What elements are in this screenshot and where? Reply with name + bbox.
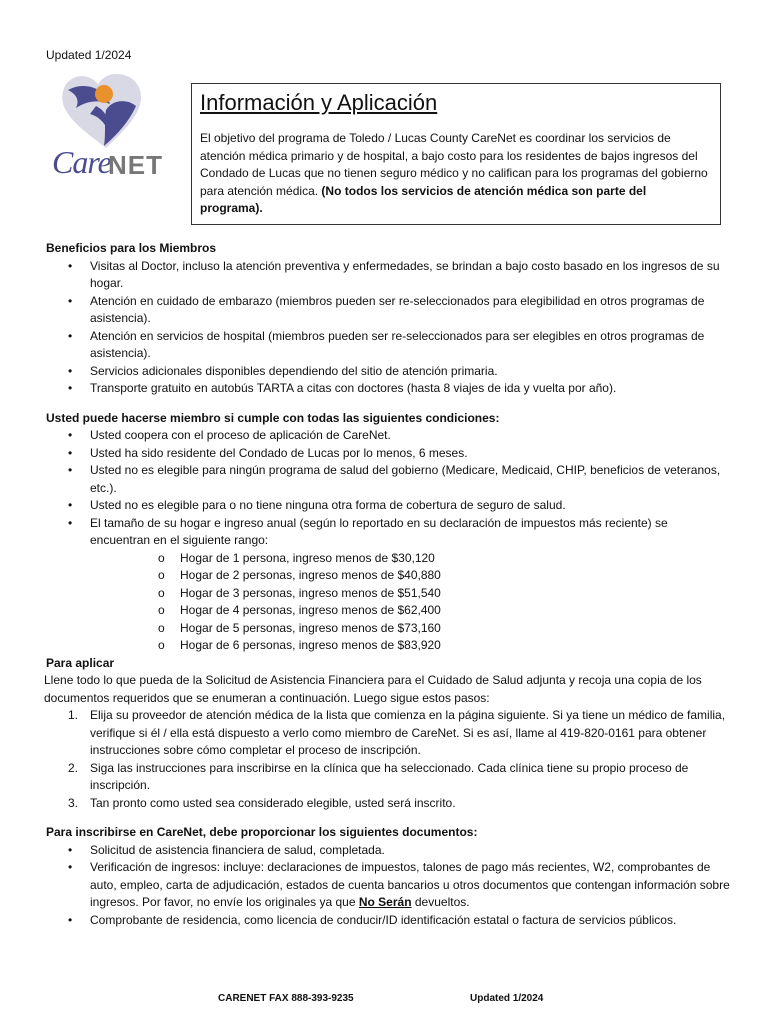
step-item <box>46 707 731 760</box>
benefits-heading: Beneficios para los Miembros <box>46 241 217 255</box>
footer-fax: CARENET FAX 888-393-9235 <box>218 993 354 1004</box>
list-item: • Atención en servicios de hospital (miembros pueden ser re-seleccionados para ser elegibles en otros programas de asistencia). <box>46 328 731 363</box>
apply-heading: Para aplicar <box>46 655 115 670</box>
step-text: Siga las instrucciones para inscribirse en la clínica que ha seleccionado. Cada clínica tiene su propio proceso de inscripción. <box>90 760 689 792</box>
list-item: • Comprobante de residencia, como licencia de conducir/ID identificación estatal o factura de servicios públicos. <box>46 912 731 930</box>
list-item: • Usted no es elegible para o no tiene ninguna otra forma de cobertura de seguro de salud. <box>46 497 731 515</box>
updated-date: Updated 1/2024 <box>46 48 132 62</box>
returned-text: devueltos. <box>414 895 470 909</box>
income-row: o Hogar de 6 personas, ingreso menos de $83,920 <box>90 637 731 655</box>
emphasis-text: No Serán <box>358 895 412 909</box>
list-item: • Visitas al Doctor, incluso la atención preventiva y enfermedades, se brindan a bajo costo basado en los ingresos de su hogar. <box>46 258 731 293</box>
list-item: • Atención en cuidado de embarazo (miembros pueden ser re-seleccionados para elegibilidad en otros programas de asistencia). <box>46 293 731 328</box>
step-number: 2. <box>68 760 79 775</box>
page-title: Información y Aplicación <box>200 90 438 115</box>
conditions-list <box>46 427 731 655</box>
benefits-list <box>46 258 731 398</box>
list-item: • Usted ha sido residente del Condado de Lucas por lo menos, 6 meses. <box>46 445 731 463</box>
income-row: o Hogar de 3 personas, ingreso menos de $51,540 <box>90 585 731 603</box>
footer-updated: Updated 1/2024 <box>470 993 544 1004</box>
income-row: o Hogar de 2 personas, ingreso menos de $40,880 <box>90 567 731 585</box>
income-row: o Hogar de 4 personas, ingreso menos de $62,400 <box>90 602 731 620</box>
step-number: 1. <box>68 708 79 722</box>
logo-word-net: NET <box>108 150 163 180</box>
list-item: • Usted no es elegible para ningún programa de salud del gobierno (Medicare, Medicaid, CHIP, beneficios de veteranos, etc.). <box>46 462 731 497</box>
income-intro: El tamaño de su hogar e ingreso anual (según lo reportado en su declaración de impuestos más reciente) se encuentran en el siguiente rango: <box>90 515 668 547</box>
info-note: (No todos los servicios de atención médica son parte del programa). <box>200 183 647 215</box>
info-box <box>191 83 721 225</box>
documents-heading: Para inscribirse en CareNet, debe proporcionar los siguientes documentos: <box>46 825 478 839</box>
carenet-logo <box>46 70 176 180</box>
document-body <box>46 240 731 929</box>
income-row: o Hogar de 1 persona, ingreso menos de $30,120 <box>90 550 731 568</box>
list-item: • Usted coopera con el proceso de aplicación de CareNet. <box>46 427 731 445</box>
income-list <box>90 550 731 655</box>
step-item <box>46 760 731 795</box>
heart-person-icon <box>46 70 176 150</box>
list-item <box>46 859 731 912</box>
step-item <box>46 795 731 813</box>
step-text: Tan pronto como usted sea considerado elegible, usted será inscrito. <box>90 795 456 810</box>
list-item: • Transporte gratuito en autobús TARTA a citas con doctores (hasta 8 viajes de ida y vuelta por año). <box>46 380 731 398</box>
list-item: • Servicios adicionales disponibles dependiendo del sitio de atención primaria. <box>46 363 731 381</box>
info-text: El objetivo del programa de Toledo / Lucas County CareNet es coordinar los servicios de atención médica primario y de hospital, a bajo costo para los residentes de bajos ingresos del Condado de Lucas que no tienen seguro médico y no califican para los programas del gobierno para atención médica. <box>200 131 708 198</box>
step-text: Elija su proveedor de atención médica de la lista que comienza en la página siguiente. Si ya tiene un médico de familia, verifique si él / ella está dispuesto a verlo como miembro de CareNet. Si es así, llame al 419-820-0161 para obtener instrucciones sobre cómo completar el proceso de inscripción. <box>90 708 726 757</box>
conditions-heading: Usted puede hacerse miembro si cumple con todas las siguientes condiciones: <box>46 410 500 425</box>
step-number: 3. <box>68 795 79 810</box>
income-row: o Hogar de 5 personas, ingreso menos de $73,160 <box>90 620 731 638</box>
documents-list <box>46 842 731 930</box>
info-description <box>200 130 712 218</box>
list-item-income <box>46 515 731 655</box>
apply-steps <box>46 707 731 812</box>
income-proof-text: Verificación de ingresos: incluye: declaraciones de impuestos, talones de pago más recientes, W2, comprobantes de auto, empleo, carta de adjudicación, estados de cuenta bancarios u otros documentos que contengan información sobre ingresos. Por favor, no envíe los originales ya que <box>90 860 730 909</box>
list-item: • Solicitud de asistencia financiera de salud, completada. <box>46 842 731 860</box>
apply-intro: Llene todo lo que pueda de la Solicitud de Asistencia Financiera para el Cuidado de Salud adjunta y recoja una copia de los documentos requeridos que se enumeran a continuación. Luego sigue estos pasos: <box>44 673 702 705</box>
logo-word-care: Care <box>52 144 111 180</box>
